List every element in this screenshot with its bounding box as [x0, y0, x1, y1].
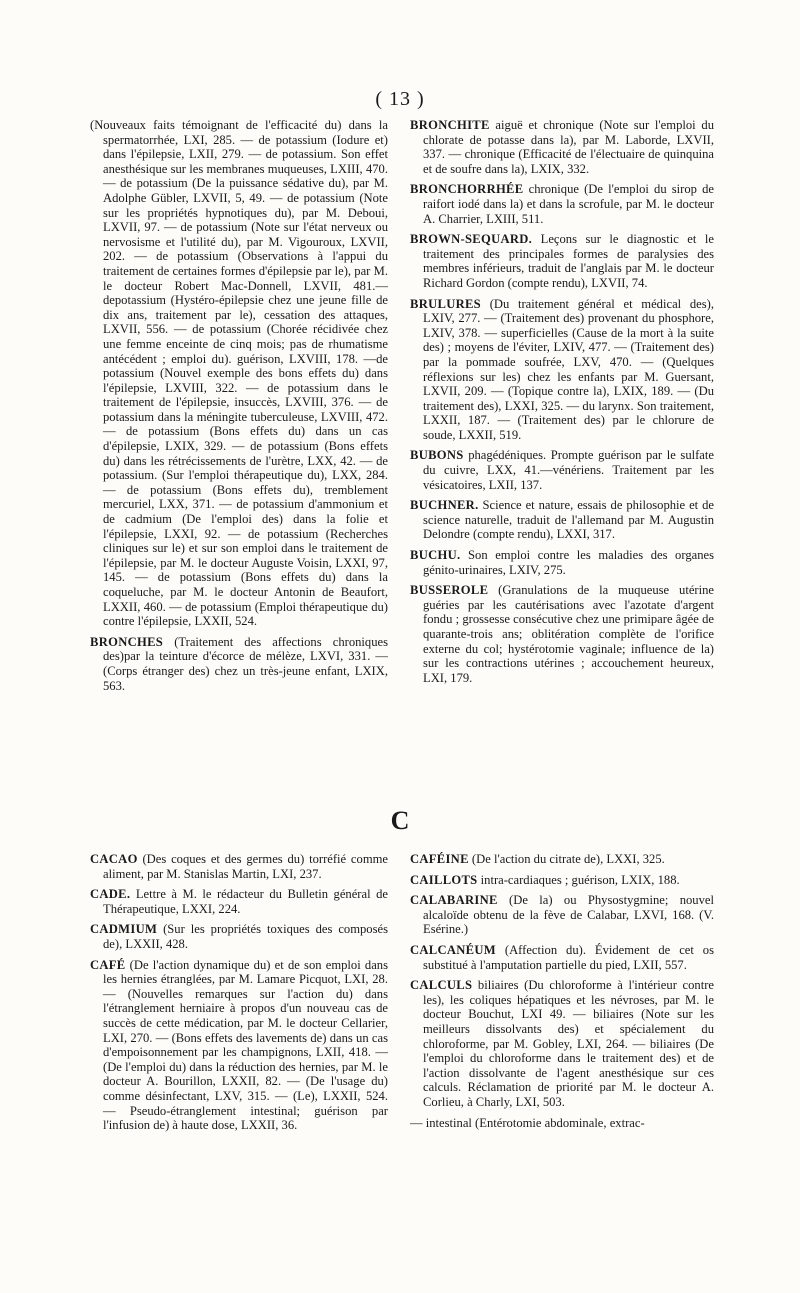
entry-text: (De l'action du citrate de), LXXI, 325. [468, 852, 665, 866]
entry-headword: CALCANÉUM [410, 942, 496, 957]
index-entry [410, 943, 714, 972]
index-entry [90, 635, 388, 693]
section-letter-heading: C [390, 806, 410, 835]
entry-text: (De l'action dynamique du) et de son emploi dans les hernies étranglées, par M. Lamare Picquot, LXI, 28. — (Nouvelles remarques sur l'action du) dans l'étranglement herniaire à propos d'un nouveau cas de succès de cette médication, par M. le docteur Cellarier, LXI, 270. — (Bons effets des lavements de) dans un cas d'empoisonnement par les champignons, LXII, 418. — (De l'emploi du) dans la réduction des hernies, par M. le docteur A. Bourillon, LXXII, 82. — (De l'usage du) comme désinfectant, LXV, 315. — (Le), LXXII, 524. — Pseudo-étranglement intestinal; guérison par l'infusion de) à haute dose, LXXII, 36. [103, 957, 388, 1133]
entry-text: (Traitement des affections chroniques des)par la teinture d'écorce de mélèze, LXVI, 331. — (Corps étranger des) chez un très-jeune enfant, LXIX, 563. [103, 634, 388, 693]
entry-text: (Du traitement général et médical des), LXIV, 277. — (Traitement des) provenant du phosphore, LXIV, 378. — superficielles (Cause de la mort à la suite des) ; moyens de l'éviter, LXIV, 477. — (Traitement des) par la pommade soufrée, LXV, 470. — (Quelques réflexions sur les) chez les enfants par M. Guersant, LXVII, 209. — (Topique contre la), LXIX, 189. — (Du traitement des), LXXI, 325. — du larynx. Son traitement, LXXII, 187. — (Traitement des) par le chlorure de soude, LXXII, 519. [423, 296, 714, 442]
entry-text: (Des coques et des germes du) torréfié comme aliment, par M. Stanislas Martin, LXI, 237. [103, 852, 388, 881]
entry-headword: CAFÉ [90, 957, 126, 972]
entry-text: (Granulations de la muqueuse utérine guéries par les cautérisations avec l'azotate d'argent fondu ; grossesse consécutive chez une primipare âgée de quarante-trois ans; oblitération complète de l'orifice externe du col; hystérotomie vaginale; influence de la) sur les contractions utérines ; accouchement heureux, LXI, 179. [423, 583, 714, 685]
index-entry [90, 922, 388, 951]
entry-text: phagédéniques. Prompte guérison par le sulfate du cuivre, LXX, 41.—vénériens. Traitement par les vésicatoires, LXII, 137. [423, 448, 714, 492]
entry-headword: BRONCHES [90, 634, 164, 649]
index-entry [410, 297, 714, 443]
index-entry [90, 118, 388, 629]
column-bottom-left [90, 852, 388, 1139]
index-entry [410, 893, 714, 937]
entry-text: chronique (De l'emploi du sirop de raifort iodé dans la) et dans la scrofule, par M. le docteur A. Charrier, LXIII, 511. [423, 182, 714, 226]
entry-text: Lettre à M. le rédacteur du Bulletin général de Thérapeutique, LXXI, 224. [103, 887, 388, 916]
entry-headword: BRONCHITE [410, 118, 490, 132]
index-entry [90, 852, 388, 881]
entry-text: (Affection du). Évidement de cet os substitué à l'amputation partielle du pied, LXII, 557. [423, 942, 714, 972]
index-entry [410, 1116, 714, 1131]
index-entry [410, 852, 714, 867]
index-entry [410, 583, 714, 685]
index-entry [410, 232, 714, 290]
entry-text: biliaires (Du chloroforme à l'intérieur contre les), les coliques hépatiques et les névroses, par M. le docteur Bouchut, LXI 49. — biliaires (Note sur les meilleurs dissolvants des) et spécialement du chloroforme, par M. Gobley, LXI, 264. — biliaires (De l'emploi du chloroforme dans le traitement des) et de l'action dissolvante de l'agent anesthésique sur ces calculs. Réclamation de priorité par M. le docteur A. Corlieu, à Charly, LXI, 503. [423, 978, 714, 1109]
index-entry [90, 958, 388, 1133]
entry-headword: CAILLOTS [410, 872, 478, 887]
entry-headword: CALCULS [410, 978, 473, 993]
column-bottom-right [410, 852, 714, 1136]
index-entry [410, 448, 714, 492]
column-top-left [90, 118, 388, 699]
index-entry [410, 873, 714, 888]
entry-text: intra-cardiaques ; guérison, LXIX, 188. [477, 872, 680, 887]
index-entry [410, 118, 714, 176]
entry-headword: BUBONS [410, 448, 464, 463]
entry-text: Leçons sur le diagnostic et le traitement des principales formes de paralysies des membres inférieurs, traduit de l'anglais par M. le docteur Richard Gordon (compte rendu), LXVII, 74. [423, 232, 714, 290]
index-entry [410, 548, 714, 577]
entry-headword: BUCHU. [410, 548, 461, 563]
entry-headword: BROWN-SEQUARD. [410, 232, 533, 247]
page-number: ( 13 ) [375, 88, 425, 110]
column-top-right [410, 118, 714, 691]
entry-text: Son emploi contre les maladies des organes génito-urinaires, LXIV, 275. [423, 548, 714, 577]
index-entry [90, 887, 388, 916]
entry-text: Science et nature, essais de philosophie et de science naturelle, traduit de l'allemand par M. Augustin Delondre (compte rendu), LXXI, 317. [423, 498, 714, 542]
entry-text: (De la) ou Physostygmine; nouvel alcaloïde obtenu de la fève de Calabar, LXVI, 168. (V. Esérine.) [423, 893, 714, 937]
entry-text: (Nouveaux faits témoignant de l'efficacité du) dans la spermatorrhée, LXI, 285. — de potassium (Iodure et) dans l'épilepsie, LXII, 279. — de potassium. Son effet anesthésique sur les membranes muqueuses, LXIII, 470. — de potassium (De la puissance sédative du), par M. Adolphe Gübler, LXVII, 5, 49. — de potassium (Note sur les propriétés hypnotiques du), par M. Deboui, LXVII, 97. — de potassium (Note sur l'état nerveux ou nervosisme et l'utilité du), par M. Vigouroux, LXVII, 202. — de potassium (Observations à l'appui du traitement de certaines formes d'épilepsie par le), par M. le docteur Robert Mac-Donnell, LXVII, 481.—depotassium (Hystéro-épilepsie chez une jeune fille de dix ans, traitement par le), cessation des attaques, LXVII, 556. — de potassium (Chorée récidivée chez une femme enceinte de cinq mois; pas de rhumatisme antécédent ; emploi du). guérison, LXVIII, 178. —de potassium (Nouvel exemple des bons effets du) dans l'épilepsie, LXVIII, 322. — de potassium dans le traitement de l'épilepsie, insuccès, LXVIII, 376. — de potassium dans la méningite tuberculeuse, LXVIII, 472. — de potassium (Bons effets du) dans un cas d'épilepsie, LXIX, 329. — de potassium (Bons effets du) dans les rétrécissements de l'urètre, LXX, 42. — de potassium. (Sur l'emploi thérapeutique du), LXX, 284. — de potassium (Bons effets du), tremblement mercuriel, LXX, 371. — de potassium d'ammonium et de cadmium (De l'emploi des) dans la folie et l'épilepsie, LXXI, 92. — de potassium (Recherches cliniques sur le) et sur son emploi dans le traitement de l'épilepsie, par M. le docteur Auguste Voisin, LXXI, 97, 145. — de potassium (Bons effets du) dans la coqueluche, par M. le docteur Antonin de Beaufort, LXXII, 460. — de potassium (Emploi thérapeutique du) contre l'épilepsie, LXXII, 524. [90, 118, 388, 629]
index-entry [410, 978, 714, 1109]
entry-headword: CAFÉINE [410, 852, 469, 866]
entry-headword: BUSSEROLE [410, 583, 489, 598]
entry-headword: BRONCHORRHÉE [410, 182, 524, 197]
entry-text: — intestinal (Entérotomie abdominale, extrac- [410, 1115, 645, 1130]
entry-headword: CADMIUM [90, 922, 158, 937]
entry-text: (Sur les propriétés toxiques des composés de), LXXII, 428. [103, 922, 388, 951]
index-entry [410, 182, 714, 226]
entry-headword: CADE. [90, 887, 131, 902]
entry-headword: CALABARINE [410, 893, 498, 908]
entry-headword: BUCHNER. [410, 498, 479, 513]
index-entry [410, 498, 714, 542]
entry-text: aiguë et chronique (Note sur l'emploi du chlorate de potasse dans la), par M. Laborde, LXVII, 337. — chronique (Efficacité de l'électuaire de quinquina et de soufre dans la), LXIX, 332. [423, 118, 714, 176]
entry-headword: BRULURES [410, 296, 481, 311]
entry-headword: CACAO [90, 852, 138, 866]
